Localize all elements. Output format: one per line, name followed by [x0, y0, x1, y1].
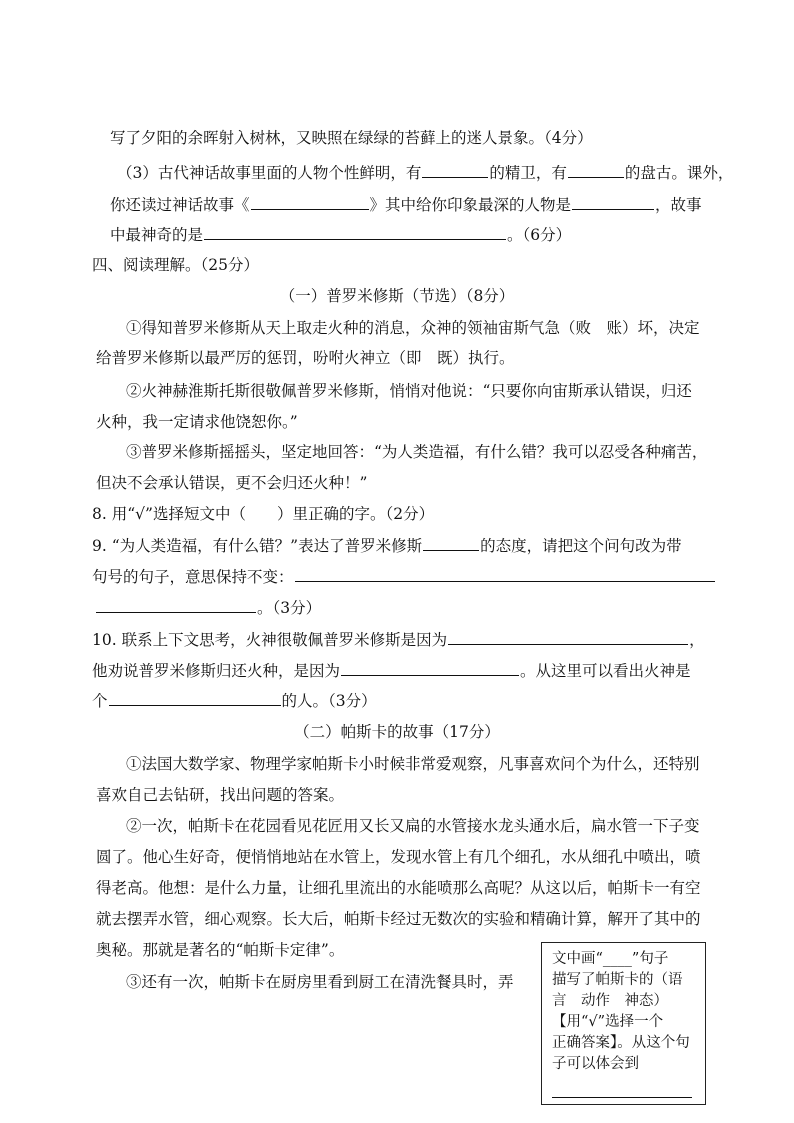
passage-2-para-2-line-1: ②一次，帕斯卡在花园看见花匠用又长又扁的水管接水龙头通水后，扁水管一下子变: [126, 817, 700, 835]
check-mark-icon: √: [135, 505, 146, 523]
question-10-line-3: 个 的人。（3分）: [92, 692, 377, 710]
passage-1-para-3-line-2: 但决不会承认错误，更不会归还火种！”: [96, 474, 368, 492]
passage-2-para-1-line-2: 喜欢自己去钻研，找出问题的答案。: [96, 786, 345, 804]
side-note-line-2: 描写了帕斯卡的（语: [552, 972, 683, 988]
answer-blank-rewrite-1[interactable]: [295, 566, 715, 582]
side-note-answer-blank[interactable]: [552, 1079, 692, 1098]
answer-blank-admire-reason[interactable]: [448, 629, 688, 645]
passage-2-title: （二）帕斯卡的故事（17分）: [294, 723, 500, 741]
passage-1-para-3-line-1: ③普罗米修斯摇摇头，坚定地回答：“为人类造福，有什么错？我可以忍受各种痛苦，: [126, 443, 708, 461]
question-9-line-2: 句号的句子，意思保持不变：: [92, 566, 716, 587]
question-3-line-2: 你还读过神话故事《 》其中给你印象最深的人物是 ，故事: [110, 196, 702, 214]
passage-2-para-2-line-3: 得老高。他想：是什么力量，让细孔里流出的水能喷那么高呢？从这以后，帕斯卡一有空: [96, 879, 701, 897]
passage-2-para-2-line-2: 圆了。他心生好奇，便悄悄地站在水管上，发现水管上有几个细孔，水从细孔中喷出，喷: [96, 848, 701, 866]
side-note-line-4: 【用“√”选择一个: [552, 1014, 664, 1030]
answer-blank-most-magical[interactable]: [204, 224, 506, 240]
passage-2-para-2-line-5: 奥秘。那就是著名的“帕斯卡定律”。: [96, 941, 345, 959]
answer-blank-character-trait[interactable]: [109, 690, 281, 706]
answer-blank-character[interactable]: [572, 194, 654, 210]
side-note-line-3: 言 动作 神态）: [552, 993, 668, 1009]
answer-blank-attitude[interactable]: [423, 535, 479, 551]
side-note-line-5: 正确答案】。从这个句: [552, 1035, 690, 1051]
answer-blank-myth-title[interactable]: [251, 194, 369, 210]
passage-1-para-2-line-1: ②火神赫淮斯托斯很敬佩普罗米修斯，悄悄对他说：“只要你向宙斯承认错误，归还: [126, 382, 692, 400]
section-title: 四、阅读理解。（25分）: [92, 256, 259, 274]
answer-blank-jingwei[interactable]: [422, 162, 488, 178]
passage-1-para-1-line-1: ①得知普罗米修斯从天上取走火种的消息，众神的领袖宙斯气急（败 账）坏，决定: [126, 319, 700, 337]
question-8: 8. 用“√”选择短文中（ ）里正确的字。（2分）: [92, 505, 435, 523]
side-note-line-6: 子可以体会到: [552, 1056, 639, 1072]
question-10-line-1: 10. 联系上下文思考，火神很敬佩普罗米修斯是因为 ，: [92, 631, 705, 649]
side-note-line-1: 文中画“____”句子: [552, 951, 669, 967]
question-3-line-3: 中最神奇的是 。（6分）: [110, 226, 572, 244]
question-9-line-3: 。（3分）: [92, 597, 321, 618]
question-9-line-1: 9. “为人类造福，有什么错？”表达了普罗米修斯 的态度，请把这个问句改为带: [92, 537, 682, 555]
passage-2-para-1-line-1: ①法国大数学家、物理学家帕斯卡小时候非常爱观察，凡事喜欢问个为什么，还特别: [126, 755, 700, 773]
answer-blank-persuade-reason[interactable]: [341, 660, 519, 676]
passage-1-title: （一）普罗米修斯（节选）（8分）: [279, 287, 515, 305]
passage-1-para-2-line-2: 火种，我一定请求他饶恕你。”: [96, 413, 298, 431]
passage-1-para-1-line-2: 给普罗米修斯以最严厉的惩罚，吩咐火神立（即 既）执行。: [96, 349, 515, 367]
question-3-line-1: （3）古代神话故事里面的人物个性鲜明，有 的精卫，有 的盘古。课外，: [117, 164, 734, 182]
side-question-box: [541, 942, 706, 1105]
answer-blank-pangu[interactable]: [568, 162, 624, 178]
question-10-line-2: 他劝说普罗米修斯归还火种，是因为 。从这里可以看出火神是: [92, 662, 691, 680]
answer-blank-rewrite-2[interactable]: [96, 597, 256, 613]
prev-question-line: 写了夕阳的余晖射入树林，又映照在绿绿的苔藓上的迷人景象。（4分）: [110, 129, 593, 147]
passage-2-para-2-line-4: 就去摆弄水管，细心观察。长大后，帕斯卡经过无数次的实验和精确计算，解开了其中的: [96, 910, 701, 928]
passage-2-para-3-line-1: ③还有一次，帕斯卡在厨房里看到厨工在清洗餐具时，弄: [126, 973, 514, 991]
